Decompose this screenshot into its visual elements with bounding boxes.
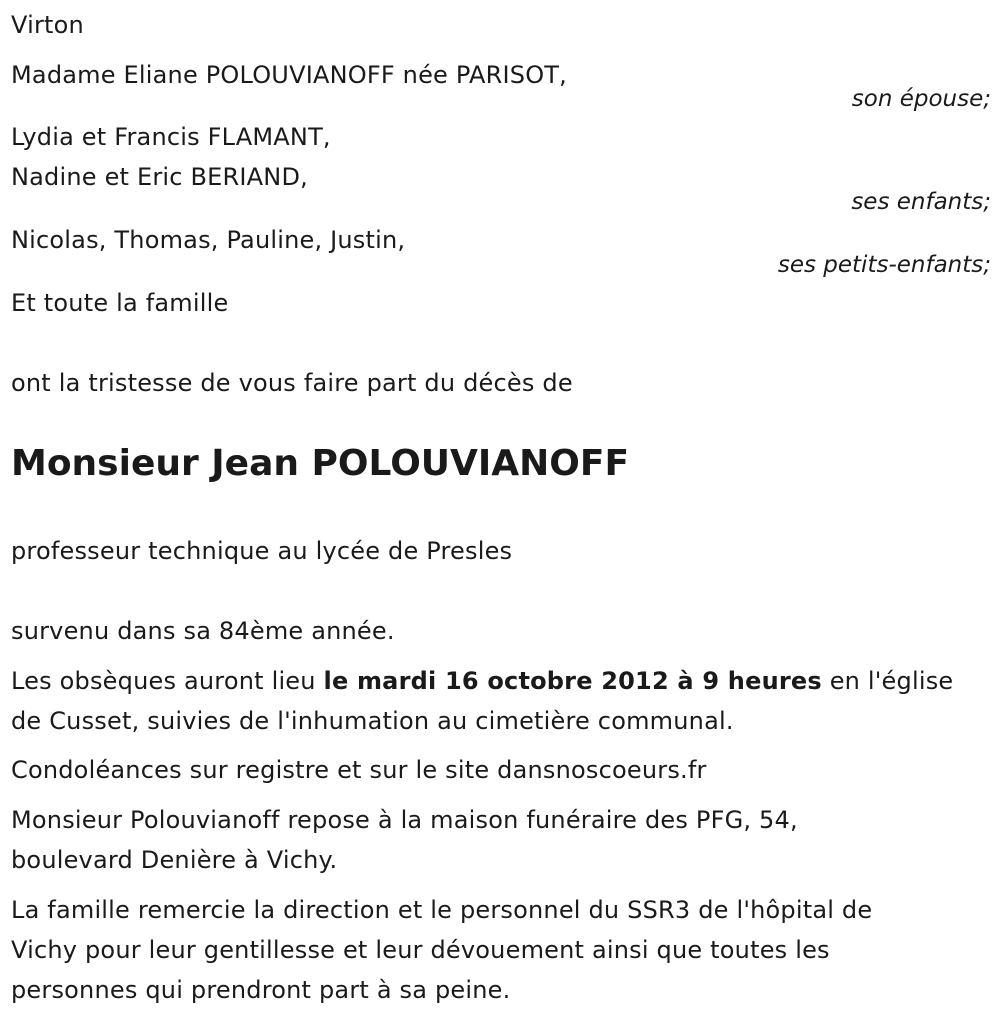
- thanks-line-2: Vichy pour leur gentillesse et leur dévouement ainsi que toutes les: [11, 936, 830, 964]
- deceased-occupation: professeur technique au lycée de Presles: [11, 537, 513, 565]
- grandchildren-role: ses petits-enfants;: [777, 252, 991, 278]
- location: Virton: [11, 11, 84, 39]
- thanks-line-3: personnes qui prendront part à sa peine.: [11, 976, 511, 1004]
- age-line: survenu dans sa 84ème année.: [11, 617, 395, 645]
- funeral-suffix: en l'église: [821, 667, 954, 695]
- spouse-name: Madame Eliane POLOUVIANOFF née PARISOT,: [11, 61, 567, 89]
- funeral-prefix: Les obsèques auront lieu: [11, 667, 324, 695]
- rest-place-line-1: Monsieur Polouvianoff repose à la maison funéraire des PFG, 54,: [11, 806, 798, 834]
- thanks-line-1: La famille remercie la direction et le personnel du SSR3 de l'hôpital de: [11, 896, 873, 924]
- funeral-date-time: le mardi 16 octobre 2012 à 9 heures: [323, 667, 822, 695]
- spouse-role: son épouse;: [851, 86, 991, 112]
- condolences-text: Condoléances sur registre et sur le site dansnoscoeurs.fr: [11, 756, 707, 784]
- rest-place-line-2: boulevard Denière à Vichy.: [11, 846, 338, 874]
- children-role: ses enfants;: [851, 189, 991, 215]
- funeral-line-1: [11, 666, 953, 696]
- other-family: Et toute la famille: [11, 289, 229, 317]
- deceased-name: Monsieur Jean POLOUVIANOFF: [11, 443, 630, 484]
- announcement-text: ont la tristesse de vous faire part du décès de: [11, 369, 573, 397]
- child-1: Lydia et Francis FLAMANT,: [11, 123, 331, 151]
- child-2: Nadine et Eric BERIAND,: [11, 163, 308, 191]
- grandchildren-names: Nicolas, Thomas, Pauline, Justin,: [11, 226, 406, 254]
- funeral-line-2: de Cusset, suivies de l'inhumation au cimetière communal.: [11, 707, 734, 735]
